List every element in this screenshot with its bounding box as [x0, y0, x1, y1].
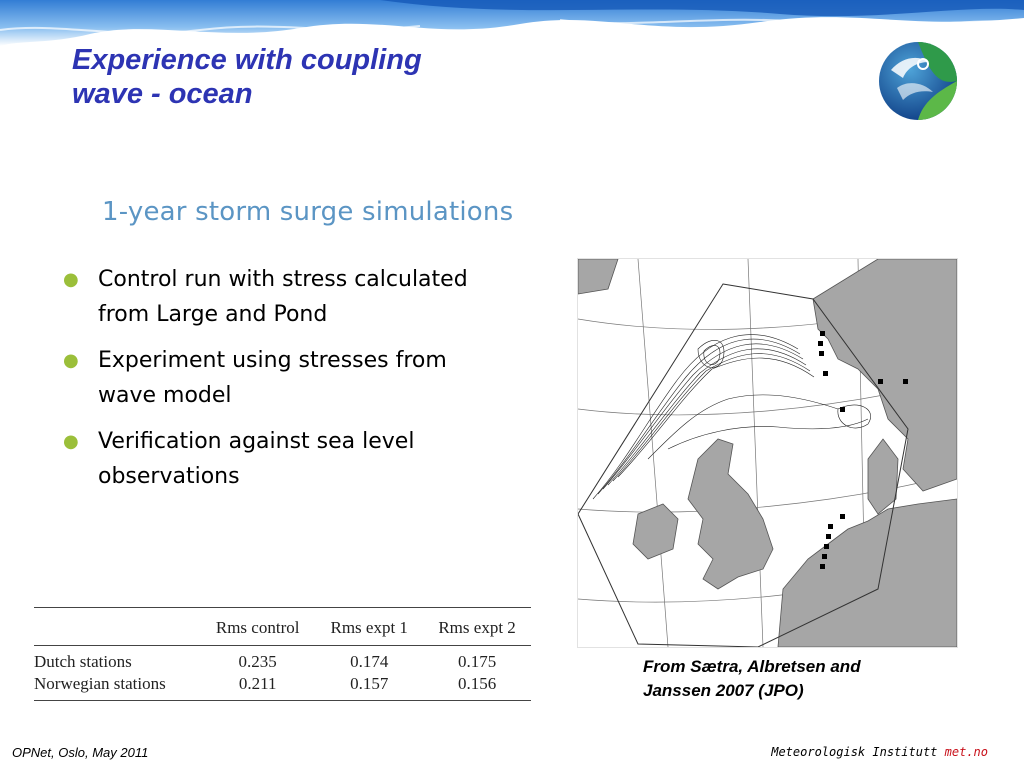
- slide-subtitle: 1-year storm surge simulations: [102, 197, 514, 227]
- figure-caption: [643, 655, 861, 703]
- table-cell: 0.174: [350, 652, 389, 671]
- slide-title-line-1: Experience with coupling: [72, 44, 422, 76]
- footer-institute-name: Meteorologisk Institutt: [771, 745, 938, 759]
- bullet-text: Experiment using stresses from wave model: [98, 348, 447, 408]
- bullet-text: Control run with stress calculated from Large and Pond: [98, 267, 468, 327]
- bullet-item: [58, 424, 488, 494]
- figure-caption-line-1: From Sætra, Albretsen and: [643, 657, 861, 676]
- north-sea-model-domain-map: [577, 258, 958, 648]
- table-header-cell: Rms expt 1: [330, 618, 408, 637]
- footer-event-label: OPNet, Oslo, May 2011: [12, 745, 149, 760]
- bullet-dot-icon: ●: [63, 431, 79, 452]
- bullet-item: [58, 262, 488, 332]
- bullet-dot-icon: ●: [63, 269, 79, 290]
- footer-institute: [771, 745, 988, 759]
- bullet-dot-icon: ●: [63, 350, 79, 371]
- bullet-list: [58, 262, 488, 505]
- rms-results-table: [34, 607, 531, 701]
- bullet-text: Verification against sea level observations: [98, 429, 415, 489]
- table-header-cell: [34, 608, 200, 646]
- table-cell: 0.235: [238, 652, 277, 671]
- table-cell: Norwegian stations: [34, 674, 166, 693]
- table-cell: 0.157: [350, 674, 389, 693]
- table-header-cell: Rms control: [215, 618, 300, 637]
- table-row: [34, 646, 531, 674]
- table-cell: 0.175: [457, 652, 497, 671]
- table-cell: Dutch stations: [34, 652, 132, 671]
- table-cell: 0.156: [457, 674, 497, 693]
- table-cell: 0.211: [238, 674, 277, 693]
- table-row: [34, 673, 531, 701]
- figure-caption-line-2: Janssen 2007 (JPO): [643, 681, 804, 700]
- footer-brand: met.no: [944, 745, 988, 759]
- table-header-row: [34, 608, 531, 646]
- table-header-cell: Rms expt 2: [438, 618, 516, 637]
- met-institute-globe-logo-icon: [877, 40, 959, 122]
- bullet-item: [58, 343, 488, 413]
- slide-title: [72, 43, 422, 111]
- slide-title-line-2: wave - ocean: [72, 78, 253, 110]
